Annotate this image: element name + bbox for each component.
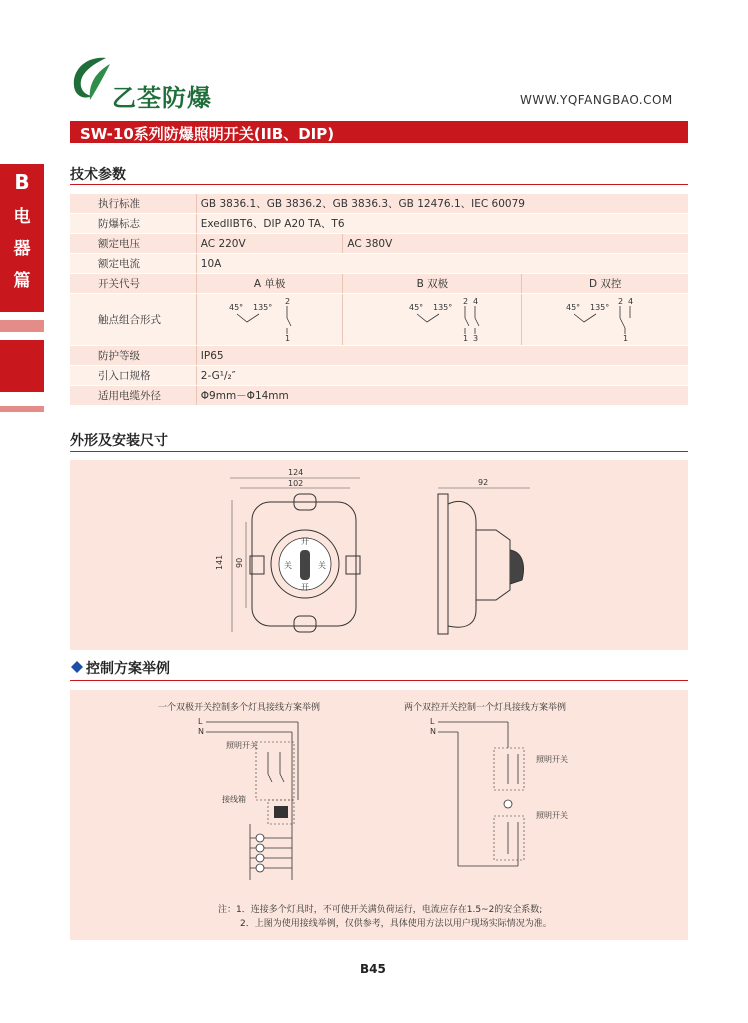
website-url[interactable]: WWW.YQFANGBAO.COM <box>520 93 673 107</box>
switch-label: 照明开关 <box>536 755 568 764</box>
junction-label: 接线箱 <box>222 795 246 804</box>
side-tab-char: 篇 <box>13 271 31 291</box>
line-L-label: L <box>430 717 435 726</box>
row-label: 防爆标志 <box>70 214 196 234</box>
side-tab-char: 电 <box>13 207 31 227</box>
row-label: 开关代号 <box>70 274 196 294</box>
control-panel <box>70 690 688 940</box>
table-row <box>70 274 688 294</box>
lamp-icon <box>256 854 264 862</box>
row-value: IP65 <box>196 346 688 366</box>
dim-width-inner: 102 <box>288 479 304 488</box>
side-tab-char: 器 <box>13 239 31 259</box>
wiring-diagrams <box>70 690 688 890</box>
contact-a-icon <box>201 294 331 342</box>
dial-on-label: 开 <box>301 537 309 546</box>
row-label: 防护等级 <box>70 346 196 366</box>
terminal-label: 4 <box>473 297 479 306</box>
page-number: B45 <box>360 962 386 976</box>
terminal-label: 4 <box>628 297 634 306</box>
line-N-label: N <box>198 727 204 736</box>
lamp-icon <box>256 864 264 872</box>
contact-diagram-b <box>343 294 522 346</box>
page-title: SW-10系列防爆照明开关(IIB、DIP) <box>80 125 335 143</box>
terminal-label: 1 <box>623 334 629 342</box>
section-heading-dimensions: 外形及安装尺寸 <box>70 433 168 449</box>
side-decor-strip <box>0 320 44 332</box>
row-label: 额定电压 <box>70 234 196 254</box>
dial-off-label: 关 <box>284 561 292 570</box>
side-decor-strip <box>0 340 44 392</box>
terminal-label: 2 <box>618 297 624 306</box>
row-label: 引入口规格 <box>70 366 196 386</box>
brand-logo-icon <box>66 52 114 104</box>
col-header: D 双控 <box>522 274 688 294</box>
contact-diagram-a <box>196 294 343 346</box>
section-divider <box>70 451 688 452</box>
section-divider <box>70 184 688 185</box>
table-row <box>70 234 688 254</box>
note-2: 2．上图为使用接线举例，仅供参考，具体使用方法以用户现场实际情况为准。 <box>240 919 552 929</box>
dimension-drawing <box>70 460 688 650</box>
row-label: 执行标准 <box>70 194 196 214</box>
contact-d-icon <box>526 294 676 342</box>
angle-label: 45° <box>409 303 424 312</box>
title-bar <box>70 121 688 143</box>
row-value: ExedIIBT6、DIP A20 TA、T6 <box>196 214 688 234</box>
lamp-icon <box>256 844 264 852</box>
row-label: 适用电缆外径 <box>70 386 196 406</box>
side-decor-strip <box>0 406 44 412</box>
line-L-label: L <box>198 717 203 726</box>
dim-depth: 92 <box>478 478 489 487</box>
table-row <box>70 214 688 234</box>
contact-diagram-d <box>522 294 688 346</box>
terminal-label: 2 <box>284 297 290 306</box>
section-heading-control: 控制方案举例 <box>86 661 170 677</box>
row-value: AC 220V <box>196 234 343 254</box>
dim-width-outer: 124 <box>288 468 304 477</box>
dial-on-label: 开 <box>301 583 309 592</box>
front-view <box>215 468 360 632</box>
terminal-label: 1 <box>463 334 469 342</box>
angle-label: 45° <box>566 303 581 312</box>
col-header: A 单极 <box>196 274 343 294</box>
angle-label: 135° <box>252 303 273 312</box>
contact-b-icon <box>347 294 517 342</box>
angle-label: 135° <box>590 303 610 312</box>
table-row <box>70 294 688 346</box>
side-view <box>438 478 530 634</box>
note-1: 注：1．连接多个灯具时，不可使开关满负荷运行，电流应存在1.5~2的安全系数; <box>218 905 543 915</box>
lamp-icon <box>256 834 264 842</box>
terminal-label: 3 <box>473 334 479 342</box>
dimension-panel <box>70 460 688 650</box>
switch-label: 照明开关 <box>226 741 258 750</box>
section-divider <box>70 680 688 681</box>
switch-label: 照明开关 <box>536 811 568 820</box>
row-value: Φ9mm－Φ14mm <box>196 386 688 406</box>
lamp-icon <box>504 800 512 808</box>
table-row <box>70 254 688 274</box>
left-diagram-title: 一个双极开关控制多个灯具接线方案举例 <box>158 703 321 713</box>
terminal-label: 1 <box>284 334 290 342</box>
row-label: 额定电流 <box>70 254 196 274</box>
dim-height-outer: 141 <box>215 554 224 570</box>
table-row <box>70 346 688 366</box>
section-heading-tech: 技术参数 <box>70 167 126 183</box>
table-row <box>70 194 688 214</box>
diamond-bullet-icon <box>70 660 84 674</box>
right-diagram-title: 两个双控开关控制一个灯具接线方案举例 <box>404 703 567 713</box>
left-wiring-diagram <box>198 717 298 880</box>
line-N-label: N <box>430 727 436 736</box>
dial-off-label: 关 <box>318 561 326 570</box>
table-row <box>70 366 688 386</box>
row-value-2: AC 380V <box>343 234 688 254</box>
row-value: 10A <box>196 254 688 274</box>
side-tab-letter: B <box>14 170 30 194</box>
brand-name: 乙荃防爆 <box>112 84 212 112</box>
side-chapter-tab <box>0 164 44 312</box>
angle-label: 135° <box>433 303 453 312</box>
right-wiring-diagram <box>430 717 568 866</box>
spec-table <box>70 194 688 406</box>
dim-height-inner: 90 <box>235 557 244 568</box>
terminal-label: 2 <box>463 297 469 306</box>
angle-label: 45° <box>228 303 243 312</box>
row-value: 2-G¹/₂″ <box>196 366 688 386</box>
row-label: 触点组合形式 <box>70 294 196 346</box>
row-value: GB 3836.1、GB 3836.2、GB 3836.3、GB 12476.1、IEC 60079 <box>196 194 688 214</box>
table-row <box>70 386 688 406</box>
col-header: B 双极 <box>343 274 522 294</box>
